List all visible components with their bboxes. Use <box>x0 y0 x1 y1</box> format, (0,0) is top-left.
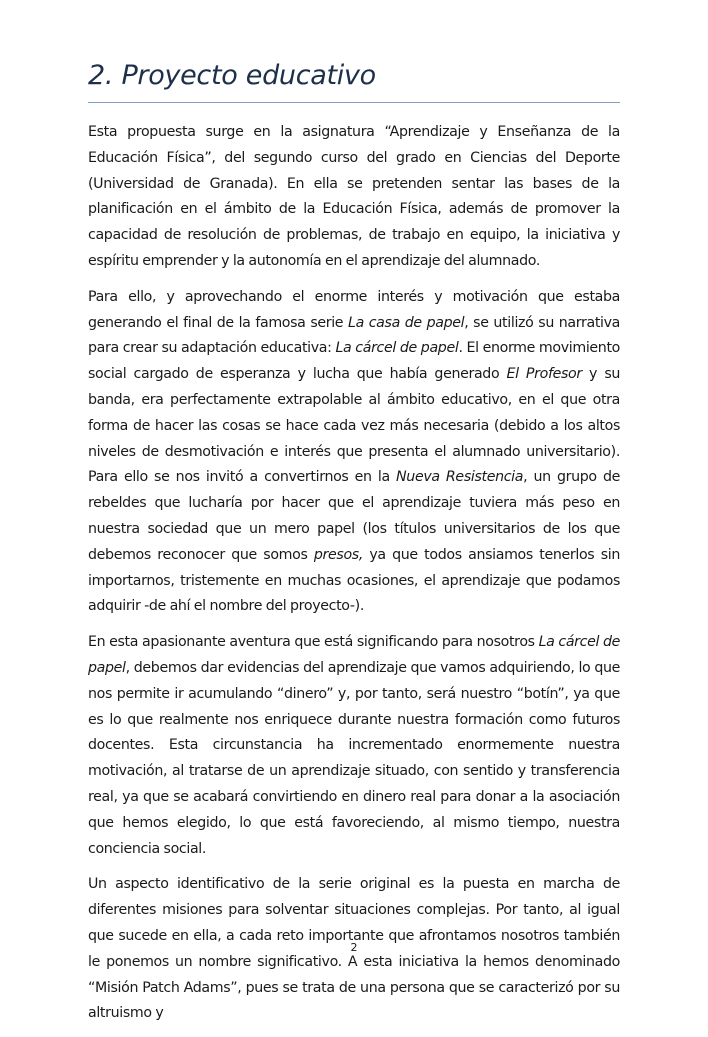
text-run: En esta apasionante aventura que está significando para nosotros <box>88 634 539 651</box>
italic-title-run: La casa de papel <box>348 314 465 331</box>
heading-underline <box>88 102 620 103</box>
text-run: Para ello, y aprovechando el enorme interés y motivación que estaba generando el final de la famosa serie <box>88 288 620 331</box>
text-run: ya que todos ansiamos tenerlos sin importarnos, tristemente en muchas ocasiones, el aprendizaje que podamos adquirir -de ahí el nombre del proyecto-). <box>88 546 620 615</box>
text-run: Un aspecto identificativo de la serie original es la puesta en marcha de diferentes misiones para solventar situaciones complejas. Por tanto, al igual que sucede en ella, a cada reto importante que afrontamos nosotros también le ponemos un nombre significativo. A esta iniciativa la hemos denominado “Misión Patch Adams”, pues se trata de una persona que se caracterizó por su altruismo y <box>88 876 620 1022</box>
page-number: 2 <box>350 941 358 954</box>
document-page <box>88 56 620 1037</box>
text-run: , un grupo de rebeldes que lucharía por hacer que el aprendizaje tuviera más peso en nuestra sociedad que un mero papel (los títulos universitarios de los que debemos reconocer que somos <box>88 469 620 563</box>
text-run: , se utilizó su narrativa para crear su adaptación educativa: <box>88 314 621 357</box>
text-run: , debemos dar evidencias del aprendizaje que vamos adquiriendo, lo que nos permite ir acumulando “dinero” y, por tanto, será nuestro “botín”, ya que es lo que realmente nos enriquece durante nuestra formación como futuros docentes. Esta circunstancia ha incrementado enormemente nuestra motivación, al tratarse de un aprendizaje situado, con sentido y transferencia real, ya que se acabará convirtiendo en dinero real para donar a la asociación que hemos elegido, lo que está favoreciendo, al mismo tiempo, nuestra conciencia social. <box>88 659 620 857</box>
italic-title-run: presos, <box>313 546 363 563</box>
paragraph-2 <box>88 285 620 620</box>
italic-title-run: La cárcel de papel <box>335 340 459 357</box>
paragraph-1 <box>88 120 620 275</box>
paragraph-3 <box>88 630 620 862</box>
text-run: . El enorme movimiento social cargado de esperanza y lucha que había generado <box>88 340 620 383</box>
text-run: y su banda, era perfectamente extrapolable al ámbito educativo, en el que otra forma de hacer las cosas se hace cada vez más necesaria (debido a los altos niveles de desmotivación e interés que presenta el alumnado universitario). Para ello se nos invitó a convertirnos en la <box>88 366 620 486</box>
italic-title-run: El Profesor <box>506 366 582 383</box>
italic-title-run: Nueva Resistencia <box>396 469 524 486</box>
section-heading: 2. Proyecto educativo <box>88 60 376 91</box>
italic-title-run: La cárcel de papel <box>88 634 620 676</box>
text-run: Esta propuesta surge en la asignatura “Aprendizaje y Enseñanza de la Educación Física”, del segundo curso del grado en Ciencias del Deporte (Universidad de Granada). En ella se pretenden sentar las bases de la planificación en el ámbito de la Educación Física, además de promover la capacidad de resolución de problemas, de trabajo en equipo, la iniciativa y espíritu emprender y la autonomía en el aprendizaje del alumnado. <box>88 124 620 269</box>
